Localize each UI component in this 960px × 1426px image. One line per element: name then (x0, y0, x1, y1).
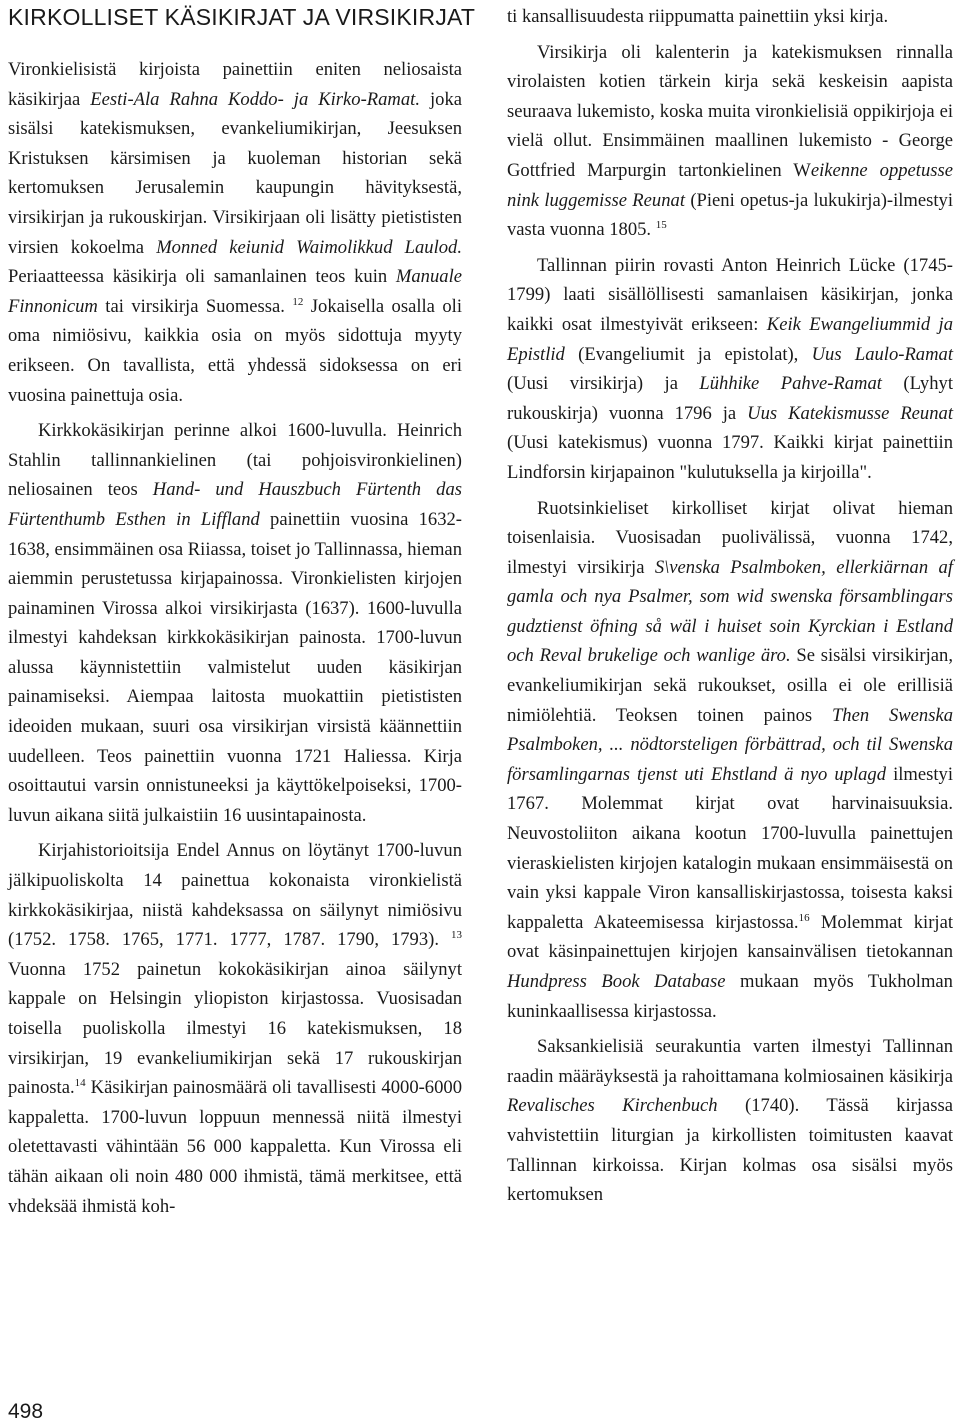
paragraph: Virsikirja oli kalenterin ja katekismuksen rinnalla virolaisten kotien tärkein kirja sekä keskeisin aapista seuraava lukemisto, koska muita vironkielisiä oppikirjoja ei vielä ollut. Ensimmäinen maallinen lukemisto - George Gottfried Marpurgin tartonkielinen Weikenne oppetusse nink luggemisse Reunat (Pieni opetus-ja lukukirja)-ilmestyi vasta vuonna 1805. $^{15}$ (507, 41, 953, 241)
footnote-ref: 12 (292, 295, 304, 308)
footnote-ref: 13 (451, 929, 462, 942)
footnote-ref: 16 (798, 911, 810, 924)
paragraph: Saksankielisiä seurakuntia varten ilmestyi Tallinnan raadin määräyksestä ja rahoittamana kolmiosainen käsikirja Revalisches Kirchenbuch (1740). Tässä kirjassa vahvistettiin liturgian ja kirkollisten toimitusten kaavat Tallinnan kirkoissa. Kirjan kolmas osa sisälsi myös kertomuksen (507, 1036, 953, 1206)
paragraph: Ruotsinkieliset kirkolliset kirjat olivat hieman toisenlaisia. Vuosisadan puolivälissä, vuonna 1742, ilmestyi virsikirja S\venska Psalmboken, ellerkiärnan af gamla och nya Psalmer, som wid swenska församblingars gudztienst öfning så wäl i huiset soin Kyrckian i Estland och Reval brukelige och wanlige äro. Se sisälsi virsikirjan, evankeliumikirjan sekä rukoukset, osilla ei ole erillisiä nimiölehtiä. Teoksen toinen painos Then Swenska Psalmboken, ... nödtorsteligen förbättrad, och til Swenska församlingarnas tjenst uti Ehstland ä nyo uplagd ilmestyi 1767. Molemmat kirjat ovat harvinaisuuksia. Neuvostoliiton aikana kootun 1700-luvulla painettujen vieraskielisten kirjojen katalogin mukaan ensimmäisestä on vain yksi kappale Viron kansalliskirjastossa, toisesta kaksi kappaletta Akateemisessa kirjastossa.$^{16}$ Molemmat kirjat ovat käsinpainettujen kirjojen kansainvälisen tietokannan Hundpress Book Database mukaan myös Tukholman kuninkaallisessa kirjastossa. (507, 497, 954, 1022)
paragraph: ti kansallisuudesta riippumatta painettiin yksi kirja. (507, 6, 889, 27)
right-column (507, 2, 953, 1216)
paragraph: Vironkielisistä kirjoista painettiin eniten neliosaista käsikirjaa Eesti-Ala Rahna Koddo- ja Kirko-Ramat. joka sisälsi katekismuksen, evankeliumikirjan, Jeesuksen Kristuksen kärsimisen ja kuoleman historian sekä kertomuksen Jerusalemin kaupungin hävityksestä, virsikirjan ja rukouskirjan. Virsikirjaan oli lisätty pietististen virsien kokoelma Monned keiunid Waimolikkud Laulod. Periaatteessa käsikirja oli samanlainen teos kuin Manuale Finnonicum tai virsikirja Suomessa. $^{12}$ Jokaisella osalla oli oma nimiösivu, kaikkia osia on myös sidottuja myyty erikseen. On tavallista, että yhdessä sidoksessa on eri vuosina painettuja osia. (8, 59, 462, 406)
left-column (8, 55, 462, 1227)
footnote-ref: 15 (655, 218, 667, 231)
page-number: 498 (8, 1400, 44, 1423)
paragraph: Kirjahistorioitsija Endel Annus on löytänyt 1700-luvun jälkipuoliskolta 14 painettua kokonaista vironkielistä kirkkokäsikirjaa, niistä kahdeksassa on säilynyt nimiösivu (1752. 1758. 1765, 1771. 1777, 1787. 1790, 1793). $^{13}$ Vuonna 1752 painetun kokokäsikirjan ainoa säilynyt kappale on Helsingin yliopiston kirjastossa. Vuosisadan toisella puoliskolla ilmestyi 16 katekismuksen, 18 virsikirjan, 19 evankeliumikirjan sekä 17 rukouskirjan painosta.$^{14}$ Käsikirjan painosmäärä oli tavallisesti 4000-6000 kappaletta. 1700-luvun loppuun mennessä niitä ilmestyi oletettavasti vähintään 56 000 kappaletta. Kun Virossa eli tähän aikaan oli noin 480 000 ihmistä, tämä merkitsee, että vhdeksää ihmistä koh- (8, 840, 462, 1217)
paragraph: Tallinnan piirin rovasti Anton Heinrich Lücke (1745-1799) laati sisällöllisesti samanlaisen käsikirjan, jonka kaikki osat ilmestyivät erikseen: Keik Ewangeliummid ja Epistlid (Evangeliumit ja epistolat), Uus Laulo-Ramat (Uusi virsikirja) ja Lühhike Pahve-Ramat (Lyhyt rukouskirja) vuonna 1796 ja Uus Katekismusse Reunat (Uusi katekismus) vuonna 1797. Kaikki kirjat painettiin Lindforsin kirjapainon "kulutuksella ja kirjoilla". (507, 254, 953, 483)
paragraph: Kirkkokäsikirjan perinne alkoi 1600-luvulla. Heinrich Stahlin tallinnankielinen (tai pohjoisvironkielinen) neliosainen teos Hand- und Hauszbuch Fürtenth das Fürtenthumb Esthen in Liffland painettiin vuosina 1632-1638, ensimmäinen osa Riiassa, toiset jo Tallinnassa, hieman aiemmin perustetussa kirjapainossa. Vironkielisten kirjojen painaminen Virossa alkoi virsikirjasta (1637). 1600-luvulla ilmestyi kahdeksan kirkkokäsikirjan painosta. 1700-luvun alussa käynnistettiin valmistelut uuden käsikirjan painamiseksi. Aiempaa laitosta muokattiin pietististen ideoiden mukaan, suuri osa virsikirjan virsistä käännettiin uudelleen. Teos painettiin vuonna 1721 Haliessa. Kirja osoittautui varsin onnistuneeksi ja käyttökelpoiseksi, 1700-luvun aikana siitä julkaistiin 16 uusintapainosta. (8, 420, 462, 826)
page-heading: KIRKOLLISET KÄSIKIRJAT JA VIRSIKIRJAT (8, 4, 476, 30)
footnote-ref: 14 (74, 1077, 86, 1089)
